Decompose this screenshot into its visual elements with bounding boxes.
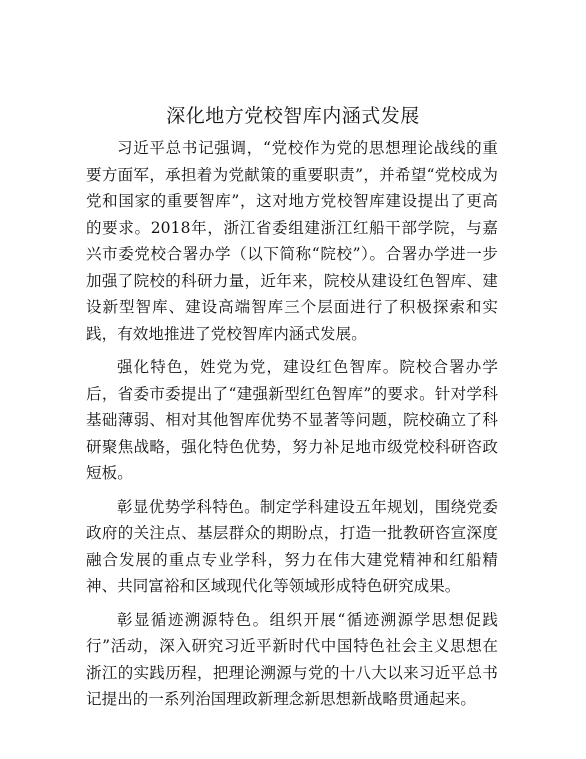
document-title: 深化地方党校智库内涵式发展: [166, 105, 420, 127]
paragraph-discipline-feature: 彰显优势学科特色。制定学科建设五年规划，围绕党委政府的关注点、基层群众的期盼点，打造一批教研咨宣深度融合发展的重点专业学科，努力在伟大建党精神和红船精神、共同富裕和区域现代化等领域形成特色研究成果。: [86, 497, 498, 595]
document-body: [86, 135, 498, 720]
paragraph-red-think-tank: 强化特色，姓党为党，建设红色智库。院校合署办学后，省委市委提出了“建强新型红色智库”的要求。针对学科基础薄弱、相对其他智库优势不显著等问题，院校确立了科研聚焦战略，强化特色优势，努力补足地市级党校科研咨政短板。: [86, 358, 498, 482]
paragraph-trace-origin-feature: 彰显循迹溯源特色。组织开展“循迹溯源学思想促践行”活动，深入研究习近平新时代中国特色社会主义思想在浙江的实践历程，把理论溯源与党的十八大以来习近平总书记提出的一系列治国理政新理念新思想新战略贯通起来。: [86, 610, 498, 708]
paragraph-intro: 习近平总书记强调，“党校作为党的思想理论战线的重要方面军，承担着为党献策的重要职责”，并希望“党校成为党和国家的重要智库”，这对地方党校智库建设提出了更高的要求。2018年，浙江省委组建浙江红船干部学院，与嘉兴市委党校合署办学（以下简称“院校”）。合署办学进一步加强了院校的科研力量，近年来，院校从建设红色智库、建设新型智库、建设高端智库三个层面进行了积极探索和实践，有效地推进了党校智库内涵式发展。: [86, 139, 498, 343]
